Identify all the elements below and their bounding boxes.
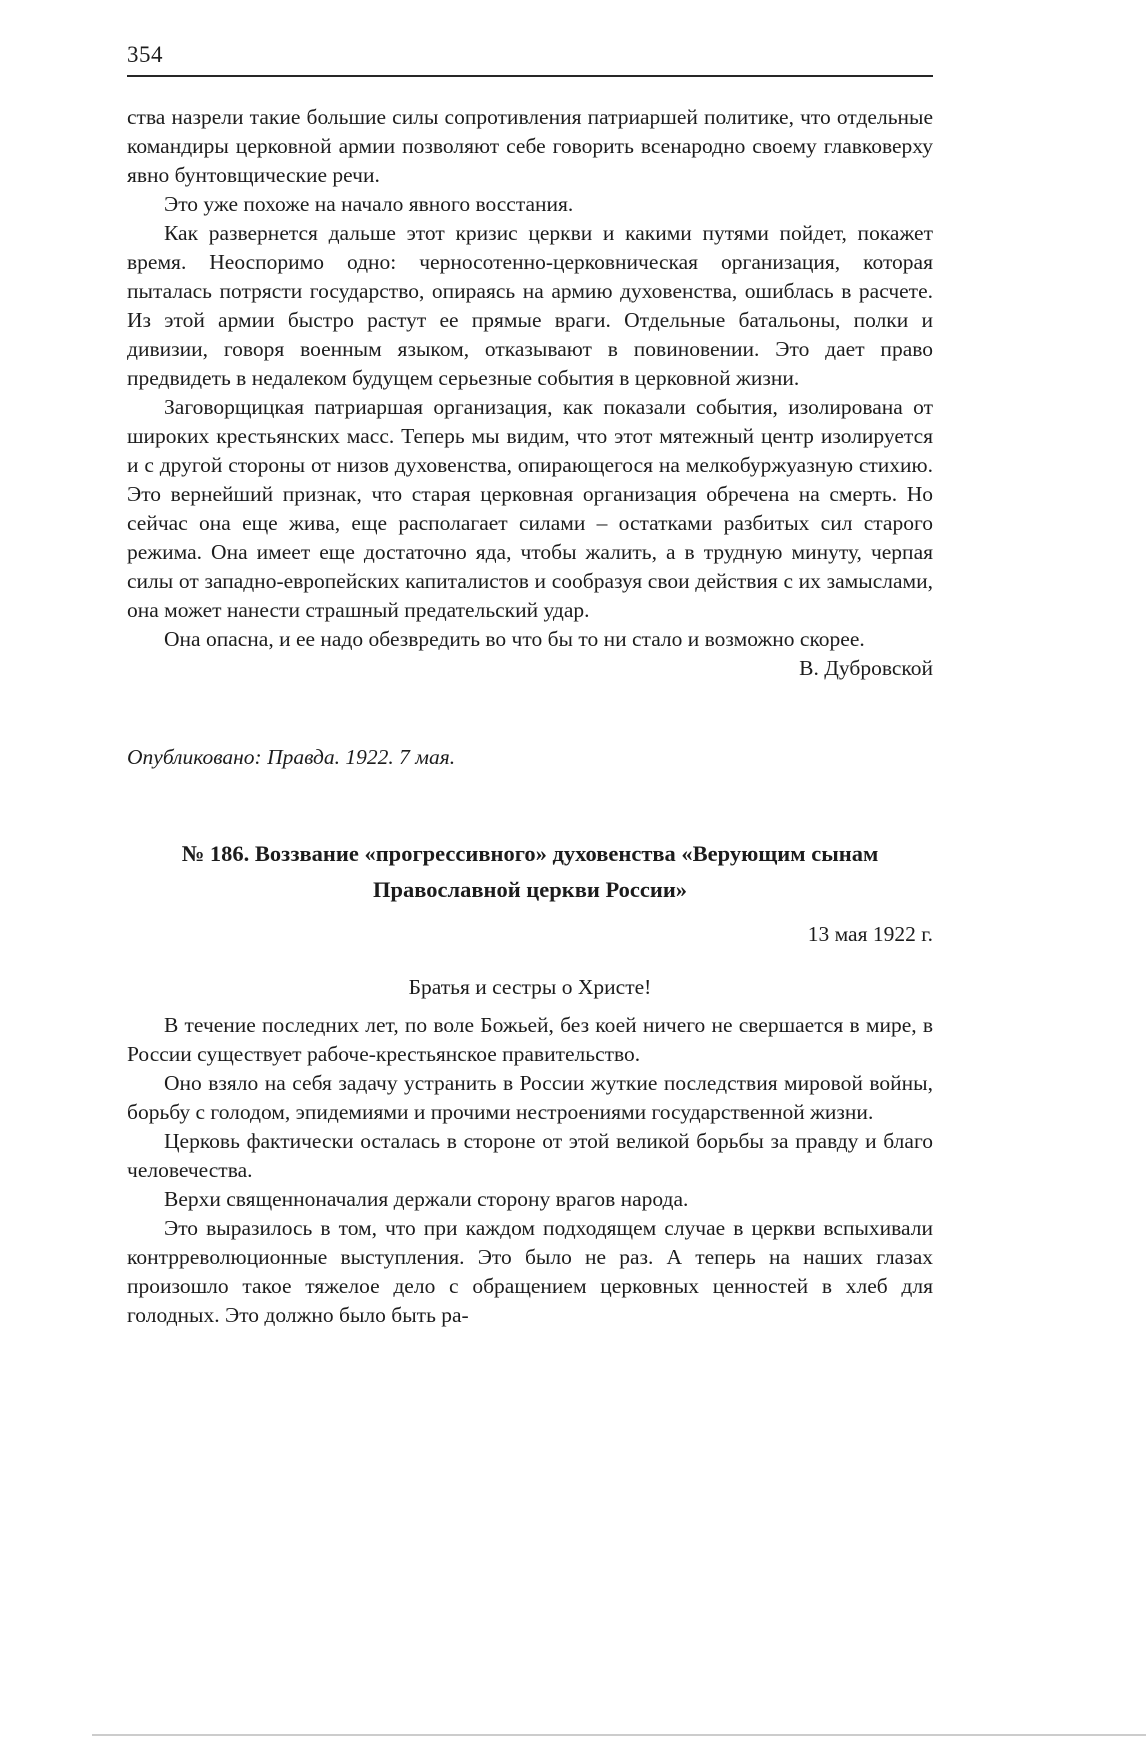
paragraph: Оно взяло на себя задачу устранить в России жуткие последствия мировой войны, борьбу с голодом, эпидемиями и прочими нестроениями государственной жизни. <box>127 1071 933 1124</box>
page-edge-shadow <box>92 1734 1146 1736</box>
document-heading: № 186. Воззвание «прогрессивного» духовенства «Верующим сынам Православной церкви России» <box>181 841 879 902</box>
paragraph: В течение последних лет, по воле Божьей, без коей ничего не свершается в мире, в России существует рабоче-крестьянское правительство. <box>127 1013 933 1066</box>
paragraph: ства назрели такие большие силы сопротивления патриаршей политике, что отдельные командиры церковной армии позволяют себе говорить всенародно своему главковерху явно бунтовщические речи. <box>127 105 933 187</box>
document-body <box>127 1011 933 1330</box>
page-content <box>127 42 933 1330</box>
paragraph: Заговорщицкая патриаршая организация, как показали события, изолирована от широких крестьянских масс. Теперь мы видим, что этот мятежный центр изолируется и с другой стороны от низов духовенства, опирающегося на мелкобуржуазную стихию. Это вернейший признак, что старая церковная организация обречена на смерть. Но сейчас она еще жива, еще располагает силами – остатками разбитых сил старого режима. Она имеет еще достаточно яда, чтобы жалить, а в трудную минуту, черпая силы от западно-европейских капиталистов и сообразуя свои действия с их замыслами, она может нанести страшный предательский удар. <box>127 395 933 622</box>
paragraph: Как развернется дальше этот кризис церкви и какими путями пойдет, покажет время. Неоспоримо одно: черносотенно-церковническая организация, которая пыталась потрясти государство, опираясь на армию духовенства, ошиблась в расчете. Из этой армии быстро растут ее прямые враги. Отдельные батальоны, полки и дивизии, говоря военным языком, отказывают в повиновении. Это дает право предвидеть в недалеком будущем серьезные события в церковной жизни. <box>127 221 933 390</box>
author-signature: В. Дубровской <box>799 656 933 680</box>
paragraph: Верхи священноначалия держали сторону врагов народа. <box>164 1187 689 1211</box>
page-number: 354 <box>127 42 163 67</box>
previous-document-text <box>127 103 933 654</box>
paragraph: Она опасна, и ее надо обезвредить во что бы то ни стало и возможно скорее. <box>164 627 865 651</box>
document-salutation: Братья и сестры о Христе! <box>408 975 652 999</box>
paragraph: Церковь фактически осталась в стороне от этой великой борьбы за правду и благо человечества. <box>127 1129 933 1182</box>
paragraph: Это уже похоже на начало явного восстания. <box>164 192 574 216</box>
paragraph: Это выразилось в том, что при каждом подходящем случае в церкви вспыхивали контрреволюционные выступления. Это было не раз. А теперь на наших глазах произошло такое тяжелое дело с обращением церковных ценностей в хлеб для голодных. Это должно было быть ра- <box>127 1216 933 1327</box>
header-rule <box>127 75 933 77</box>
publication-source-note: Опубликовано: Правда. 1922. 7 мая. <box>127 745 456 769</box>
document-date: 13 мая 1922 г. <box>807 922 933 946</box>
